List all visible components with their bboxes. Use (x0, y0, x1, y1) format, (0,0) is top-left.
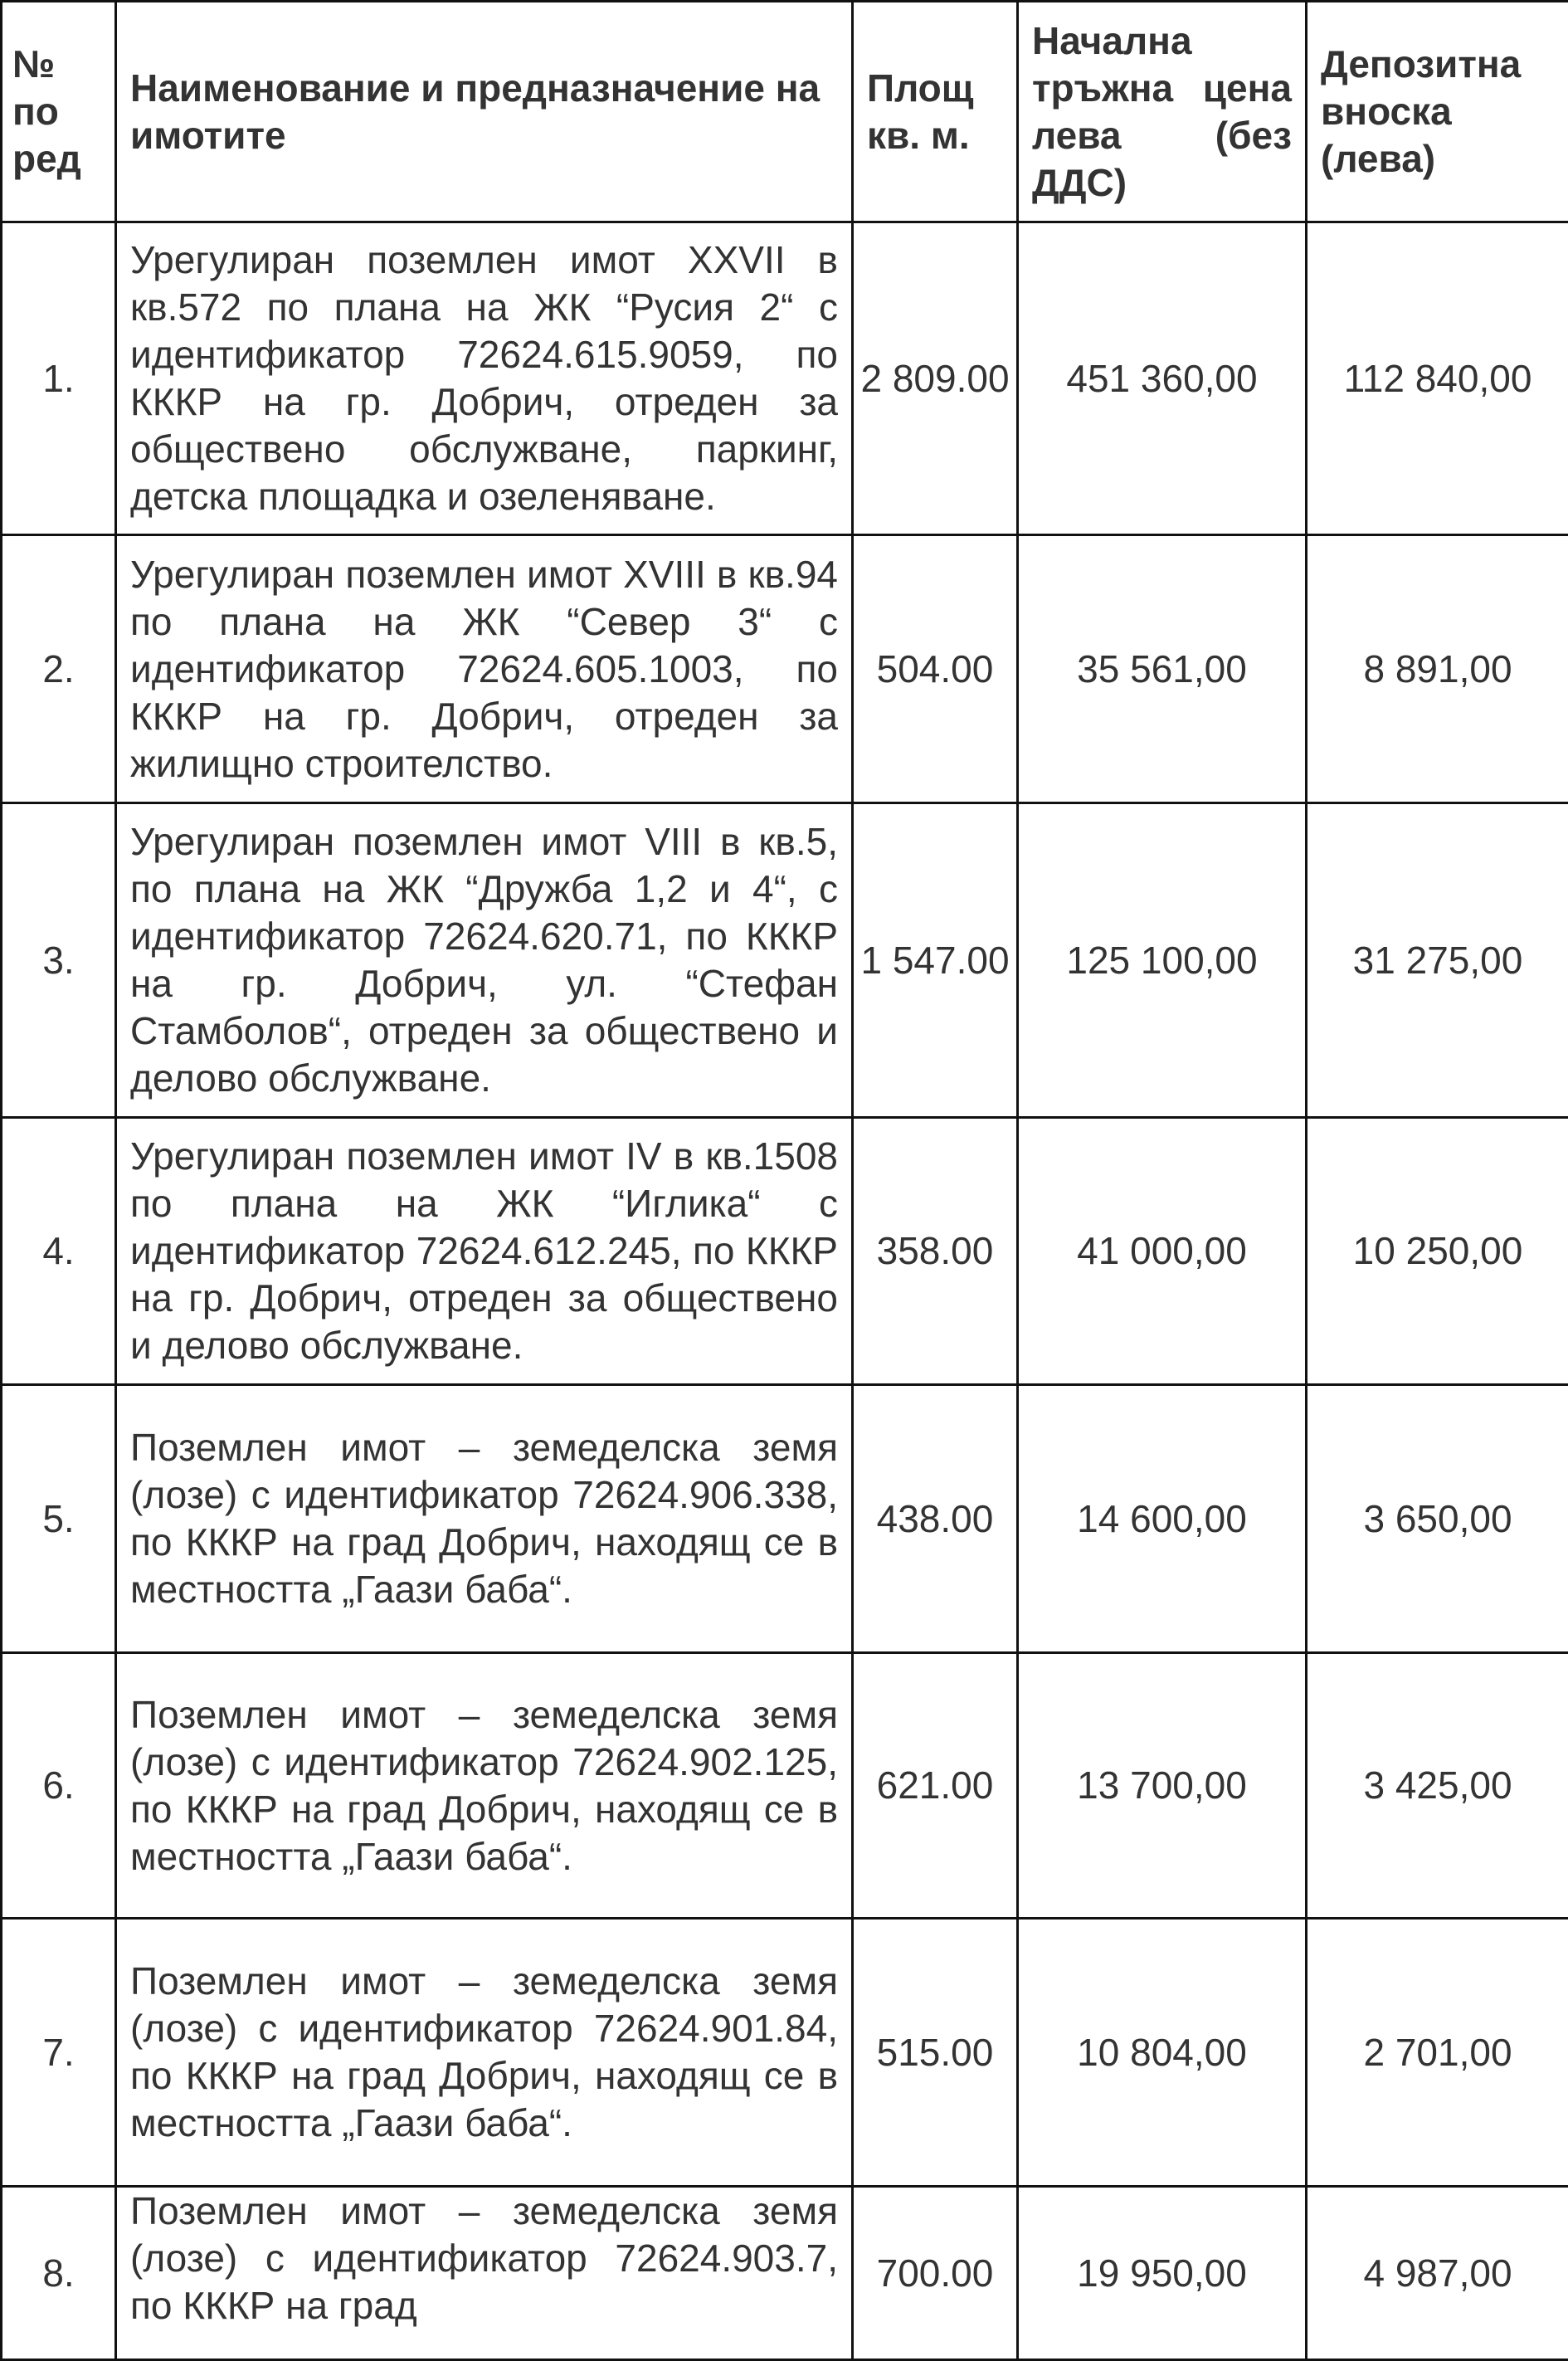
area-value: 700.00 (853, 2187, 1018, 2360)
row-number: 1. (2, 222, 116, 535)
property-description: Урегулиран поземлен имот XXVII в кв.572 по плана на ЖК “Русия 2“ с идентификатор 72624.615.9059, по КККР на гр. Добрич, отреден за обществено обслужване, паркинг, детска площадка и озеленяване. (116, 222, 853, 535)
table-row (2, 803, 1568, 1118)
table-row (2, 222, 1568, 535)
property-description: Поземлен имот – земеделска земя (лозе) с идентификатор 72624.906.338, по КККР на град Добрич, находящ се в местността „Гаази баба“. (116, 1385, 853, 1653)
area-value: 515.00 (853, 1919, 1018, 2187)
header-deposit: Депозитна вноска (лева) (1307, 2, 1568, 222)
row-number: 7. (2, 1919, 116, 2187)
deposit-value: 2 701,00 (1307, 1919, 1568, 2187)
table-row (2, 1385, 1568, 1653)
header-price: Начална тръжна цена лева (без ДДС) (1018, 2, 1307, 222)
header-row (2, 2, 1568, 222)
deposit-value: 31 275,00 (1307, 803, 1568, 1118)
header-area: Площ кв. м. (853, 2, 1018, 222)
area-value: 621.00 (853, 1653, 1018, 1919)
price-value: 125 100,00 (1018, 803, 1307, 1118)
price-value: 19 950,00 (1018, 2187, 1307, 2360)
property-description: Поземлен имот – земеделска земя (лозе) с идентификатор 72624.901.84, по КККР на град Добрич, находящ се в местността „Гаази баба“. (116, 1919, 853, 2187)
deposit-value: 4 987,00 (1307, 2187, 1568, 2360)
row-number: 6. (2, 1653, 116, 1919)
property-description: Урегулиран поземлен имот XVIII в кв.94 по плана на ЖК “Север 3“ с идентификатор 72624.605.1003, по КККР на гр. Добрич, отреден за жилищно строителство. (116, 535, 853, 803)
table-row (2, 1118, 1568, 1385)
price-value: 13 700,00 (1018, 1653, 1307, 1919)
deposit-value: 3 650,00 (1307, 1385, 1568, 1653)
row-number: 5. (2, 1385, 116, 1653)
price-value: 451 360,00 (1018, 222, 1307, 535)
area-value: 504.00 (853, 535, 1018, 803)
table-row (2, 2187, 1568, 2360)
header-name: Наименование и предназначение на имотите (116, 2, 853, 222)
deposit-value: 112 840,00 (1307, 222, 1568, 535)
property-description: Поземлен имот – земеделска земя (лозе) с идентификатор 72624.903.7, по КККР на град (116, 2187, 853, 2360)
price-value: 35 561,00 (1018, 535, 1307, 803)
table-row (2, 1919, 1568, 2187)
row-number: 2. (2, 535, 116, 803)
area-value: 1 547.00 (853, 803, 1018, 1118)
area-value: 358.00 (853, 1118, 1018, 1385)
property-description: Урегулиран поземлен имот VIII в кв.5, по плана на ЖК “Дружба 1,2 и 4“, с идентификатор 72624.620.71, по КККР на гр. Добрич, ул. “Стефан Стамболов“, отреден за обществено и делово обслужване. (116, 803, 853, 1118)
area-value: 438.00 (853, 1385, 1018, 1653)
price-value: 14 600,00 (1018, 1385, 1307, 1653)
price-value: 10 804,00 (1018, 1919, 1307, 2187)
area-value: 2 809.00 (853, 222, 1018, 535)
row-number: 4. (2, 1118, 116, 1385)
property-description: Поземлен имот – земеделска земя (лозе) с идентификатор 72624.902.125, по КККР на град Добрич, находящ се в местността „Гаази баба“. (116, 1653, 853, 1919)
header-number: № по ред (2, 2, 116, 222)
table-row (2, 1653, 1568, 1919)
row-number: 8. (2, 2187, 116, 2360)
deposit-value: 3 425,00 (1307, 1653, 1568, 1919)
deposit-value: 10 250,00 (1307, 1118, 1568, 1385)
deposit-value: 8 891,00 (1307, 535, 1568, 803)
row-number: 3. (2, 803, 116, 1118)
table-row (2, 535, 1568, 803)
price-value: 41 000,00 (1018, 1118, 1307, 1385)
property-description: Урегулиран поземлен имот IV в кв.1508 по плана на ЖК “Иглика“ с идентификатор 72624.612.245, по КККР на гр. Добрич, отреден за обществено и делово обслужване. (116, 1118, 853, 1385)
